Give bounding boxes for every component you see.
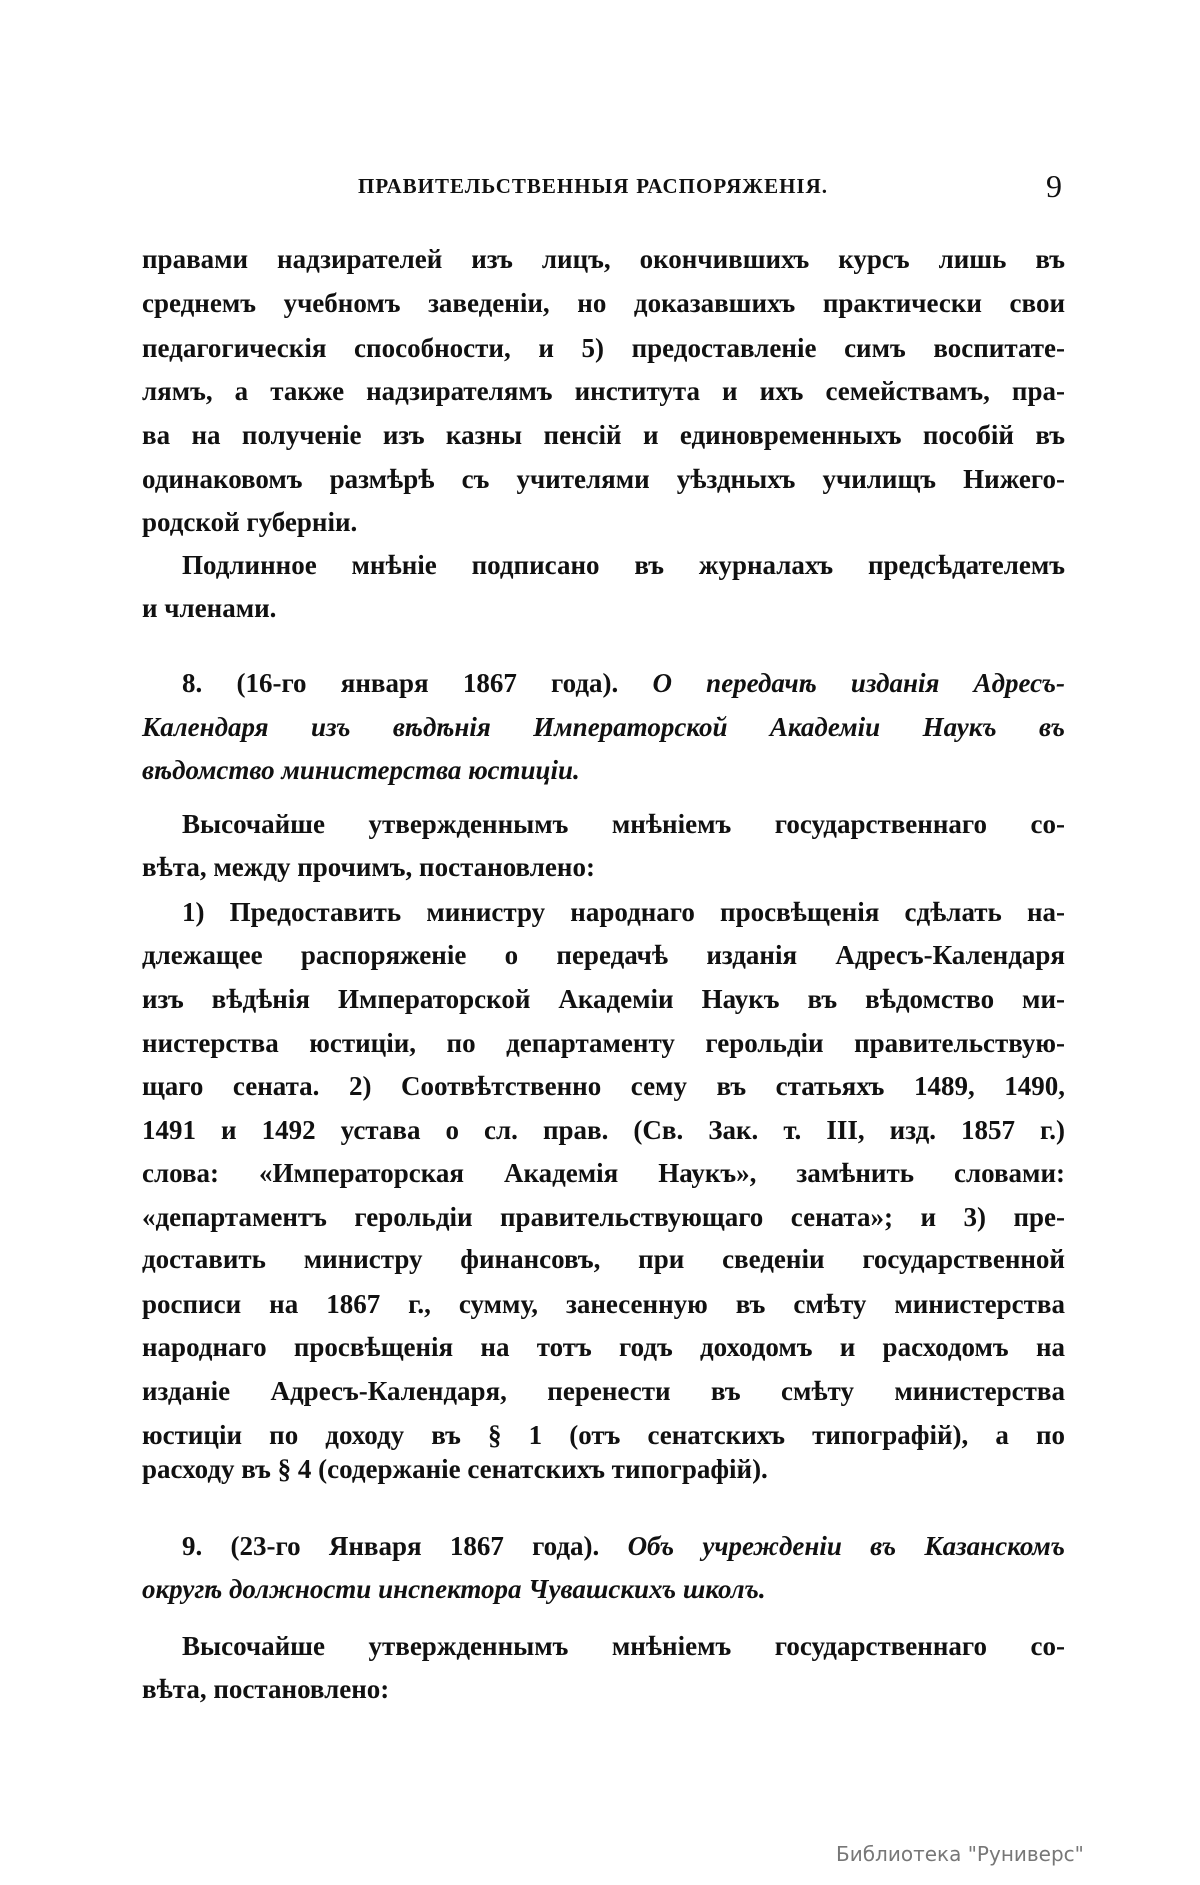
- text-line: [142, 710, 1065, 744]
- text-line: [142, 1330, 1065, 1364]
- line-text: лямъ, а также надзирателямъ института и ихъ семействамъ, пра-: [142, 376, 1065, 406]
- line-text: народнаго просвѣщенія на тотъ годъ доходомъ и расходомъ на: [142, 1332, 1065, 1362]
- line-text: доставить министру финансовъ, при сведеніи государственной: [142, 1244, 1065, 1274]
- text-line: [142, 1026, 1065, 1060]
- text-line: [142, 1287, 1065, 1321]
- line-text: Высочайше утвержденнымъ мнѣніемъ государственнаго со-: [182, 1631, 1065, 1661]
- section-title-italic: Объ учрежденіи въ Казанскомъ: [627, 1531, 1066, 1561]
- line-text: и членами.: [142, 593, 277, 623]
- line-text: длежащее распоряженіе о передачѣ изданія Адресъ-Календаря: [142, 940, 1065, 970]
- line-text: 1) Предоставить министру народнаго просвѣщенія сдѣлать на-: [182, 897, 1065, 927]
- text-line: [142, 1418, 1065, 1452]
- line-text: расходу въ § 4 (содержаніе сенатскихъ типографій).: [142, 1454, 768, 1484]
- line-text: одинаковомъ размѣрѣ съ учителями уѣздныхъ училищъ Нижего-: [142, 464, 1065, 494]
- text-line: [182, 1529, 1065, 1563]
- line-text: юстиціи по доходу въ § 1 (отъ сенатскихъ типографій), а по: [142, 1420, 1065, 1450]
- line-text: изданіе Адресъ-Календаря, перенести въ смѣту министерства: [142, 1376, 1065, 1406]
- line-text: среднемъ учебномъ заведеніи, но доказавшихъ практически свои: [142, 288, 1065, 318]
- line-text: педагогическія способности, и 5) предоставленіе симъ воспитате-: [142, 333, 1065, 363]
- text-line: [142, 242, 1065, 276]
- text-line: [142, 753, 1065, 787]
- line-text: Подлинное мнѣніе подписано въ журналахъ предсѣдателемъ: [182, 550, 1065, 580]
- text-line: [182, 1629, 1065, 1663]
- section-title-italic: О передачѣ изданія Адресъ-: [652, 668, 1065, 698]
- text-line: [182, 548, 1065, 582]
- section-title-italic: округѣ должности инспектора Чувашскихъ школъ.: [142, 1574, 766, 1604]
- line-text: нистерства юстиціи, по департаменту герольдіи правительствую-: [142, 1028, 1065, 1058]
- line-text: правами надзирателей изъ лицъ, окончившихъ курсъ лишь въ: [142, 244, 1065, 274]
- line-text: слова: «Императорская Академія Наукъ», замѣнить словами:: [142, 1158, 1065, 1188]
- line-text: изъ вѣдѣнія Императорской Академіи Наукъ въ вѣдомство ми-: [142, 984, 1065, 1014]
- line-text: 9. (23-го Января 1867 года).: [182, 1531, 628, 1561]
- text-line: [142, 462, 1065, 496]
- line-text: 8. (16-го января 1867 года).: [182, 668, 653, 698]
- text-line: [142, 286, 1065, 320]
- text-line: [142, 1156, 1065, 1190]
- line-text: ва на полученіе изъ казны пенсій и единовременныхъ пособій въ: [142, 420, 1065, 450]
- text-line: [142, 850, 1065, 884]
- line-text: «департаментъ герольдіи правительствующаго сената»; и 3) пре-: [142, 1202, 1065, 1232]
- running-header: ПРАВИТЕЛЬСТВЕННЫЯ РАСПОРЯЖЕНІЯ.: [358, 174, 828, 198]
- text-line: [142, 1672, 1065, 1706]
- line-text: росписи на 1867 г., сумму, занесенную въ смѣту министерства: [142, 1289, 1065, 1319]
- text-line: [142, 505, 1065, 539]
- text-line: [142, 1452, 1065, 1486]
- text-line: [142, 1242, 1065, 1276]
- text-line: [182, 895, 1065, 929]
- text-line: [142, 982, 1065, 1016]
- text-line: [142, 418, 1065, 452]
- section-title-italic: Календаря изъ вѣдѣнія Императорской Академіи Наукъ въ: [142, 712, 1065, 742]
- text-line: [142, 591, 1065, 625]
- line-text: Высочайше утвержденнымъ мнѣніемъ государственнаго со-: [182, 809, 1065, 839]
- library-watermark: Библиотека "Руниверс": [836, 1842, 1084, 1866]
- section-title-italic: вѣдомство министерства юстиціи.: [142, 755, 580, 785]
- line-text: щаго сената. 2) Соотвѣтственно сему въ статьяхъ 1489, 1490,: [142, 1071, 1065, 1101]
- text-line: [142, 331, 1065, 365]
- page-number: 9: [1046, 168, 1062, 204]
- text-line: [182, 807, 1065, 841]
- text-line: [142, 1374, 1065, 1408]
- line-text: 1491 и 1492 устава о сл. прав. (Св. Зак. т. III, изд. 1857 г.): [142, 1115, 1065, 1145]
- line-text: вѣта, постановлено:: [142, 1674, 390, 1704]
- text-line: [182, 666, 1065, 700]
- text-line: [142, 938, 1065, 972]
- text-line: [142, 1069, 1065, 1103]
- text-line: [142, 374, 1065, 408]
- line-text: родской губерніи.: [142, 507, 358, 537]
- text-line: [142, 1572, 1065, 1606]
- text-line: [142, 1113, 1065, 1147]
- line-text: вѣта, между прочимъ, постановлено:: [142, 852, 595, 882]
- text-line: [142, 1200, 1065, 1234]
